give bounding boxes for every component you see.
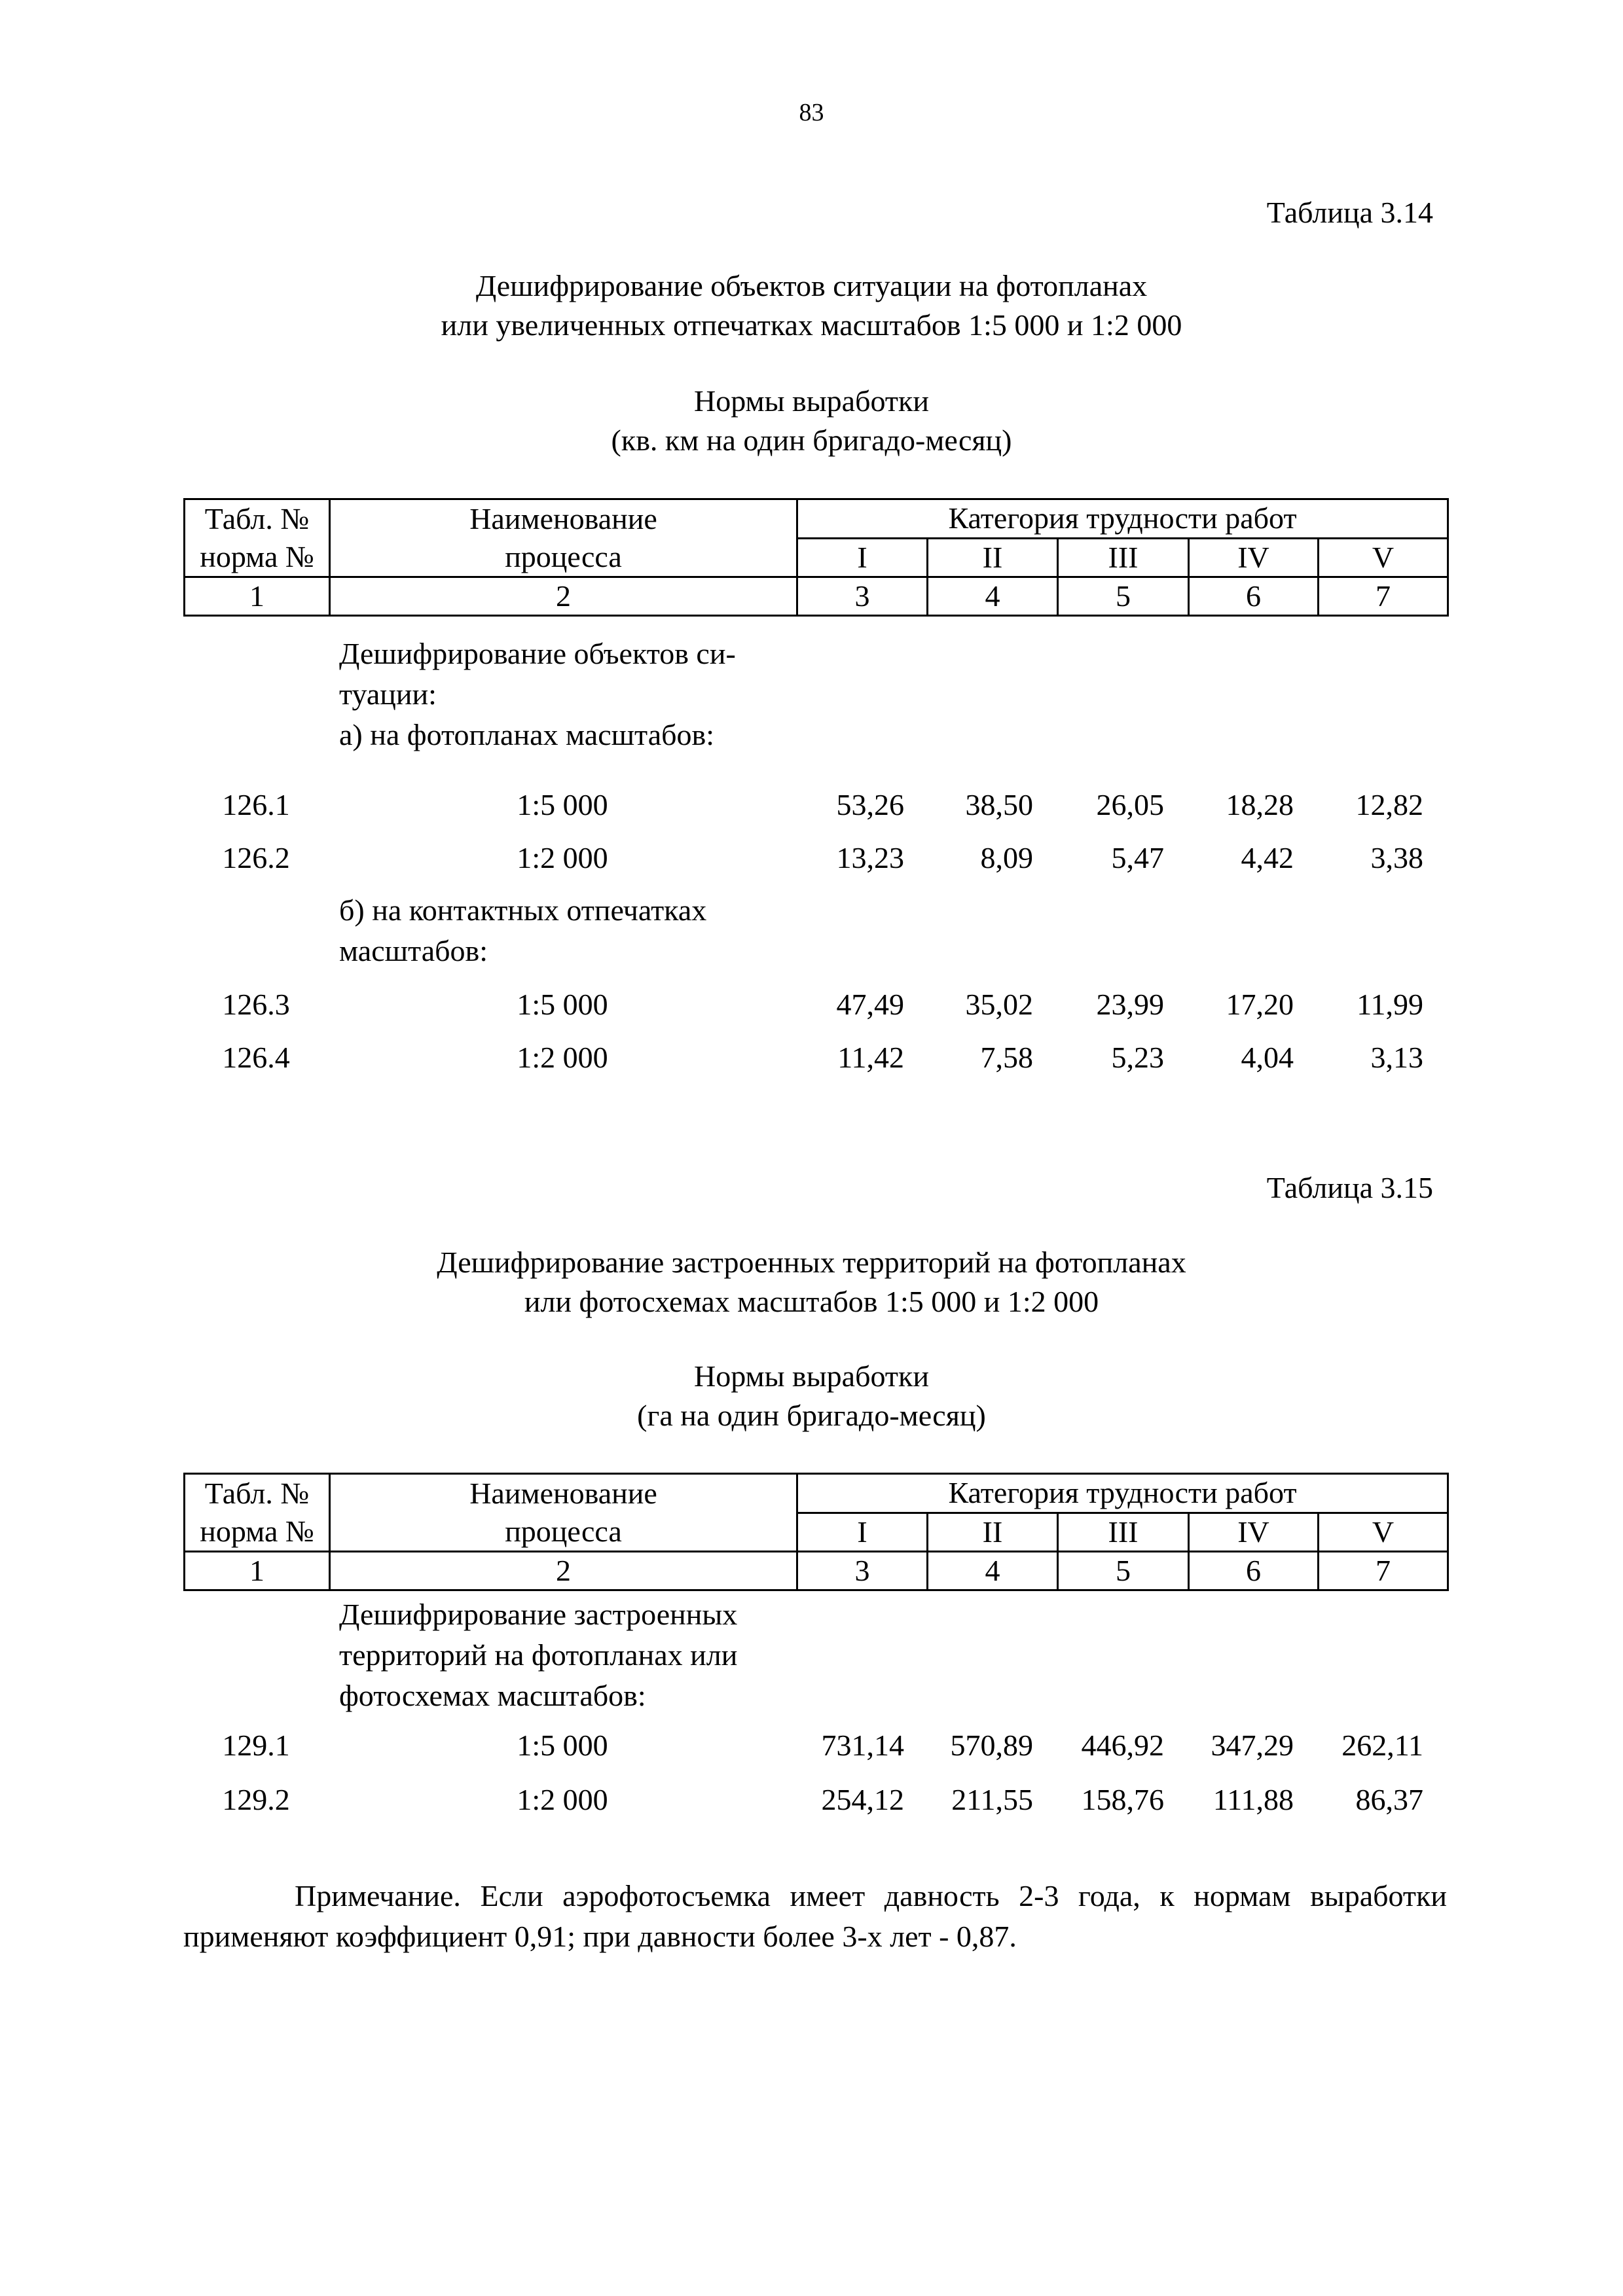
header-cat: IV bbox=[1189, 1513, 1319, 1552]
header-cat: V bbox=[1319, 1513, 1448, 1552]
header-category: Категория трудности работ bbox=[797, 499, 1448, 539]
group-description: Дешифрирование объектов си- туации: а) на фотопланах масштабов: bbox=[339, 637, 736, 751]
header-cat: IV bbox=[1189, 538, 1319, 577]
table-subtitle-line: Нормы выработки bbox=[694, 1359, 929, 1393]
table-title-line: Дешифрирование застроенных территорий на фотопланах bbox=[437, 1246, 1186, 1279]
header-cat: II bbox=[928, 538, 1058, 577]
table-header bbox=[183, 1473, 1449, 1591]
header-colnum: 6 bbox=[1189, 1552, 1319, 1590]
table-title-line: Дешифрирование объектов ситуации на фотопланах bbox=[475, 269, 1148, 302]
header-cat: III bbox=[1058, 1513, 1189, 1552]
table-label: Таблица 3.15 bbox=[1266, 1171, 1433, 1204]
table-label: Таблица 3.14 bbox=[1266, 196, 1433, 229]
header-colnum: 5 bbox=[1058, 577, 1189, 616]
group-description: Дешифрирование застроенных территорий на фотопланах или фотосхемах масштабов: bbox=[339, 1598, 738, 1712]
header-cat: I bbox=[797, 1513, 928, 1552]
table-row: 126.2 1:2 000 13,23 8,09 5,47 4,42 3,38 bbox=[222, 841, 1423, 874]
table-title-line: или увеличенных отпечатках масштабов 1:5 000 и 1:2 000 bbox=[441, 308, 1182, 342]
header-colnum: 7 bbox=[1319, 1552, 1448, 1590]
header-colnum: 3 bbox=[797, 577, 928, 616]
header-cat: I bbox=[797, 538, 928, 577]
table-subtitle-line: (га на один бригадо-месяц) bbox=[637, 1399, 986, 1432]
table-subtitle-line: (кв. км на один бригадо-месяц) bbox=[611, 423, 1012, 457]
header-col-name: Наименование процесса bbox=[330, 499, 797, 577]
header-colnum: 5 bbox=[1058, 1552, 1189, 1590]
header-col-number: Табл. № норма № bbox=[185, 1474, 330, 1552]
header-category: Категория трудности работ bbox=[797, 1474, 1448, 1513]
header-colnum: 6 bbox=[1189, 577, 1319, 616]
header-colnum: 4 bbox=[928, 1552, 1058, 1590]
header-cat: III bbox=[1058, 538, 1189, 577]
table-subtitle-line: Нормы выработки bbox=[694, 384, 929, 418]
header-col-number: Табл. № норма № bbox=[185, 499, 330, 577]
header-colnum: 7 bbox=[1319, 577, 1448, 616]
header-colnum: 2 bbox=[330, 577, 797, 616]
header-colnum: 2 bbox=[330, 1552, 797, 1590]
header-colnum: 3 bbox=[797, 1552, 928, 1590]
table-row: 126.4 1:2 000 11,42 7,58 5,23 4,04 3,13 bbox=[222, 1041, 1423, 1074]
header-cat: V bbox=[1319, 538, 1448, 577]
page-number: 83 bbox=[799, 99, 824, 126]
table-row: 129.1 1:5 000 731,14 570,89 446,92 347,29 262,11 bbox=[222, 1729, 1423, 1762]
table-row: 126.3 1:5 000 47,49 35,02 23,99 17,20 11,99 bbox=[222, 988, 1423, 1021]
header-col-name: Наименование процесса bbox=[330, 1474, 797, 1552]
header-colnum: 1 bbox=[185, 1552, 330, 1590]
table-row: 126.1 1:5 000 53,26 38,50 26,05 18,28 12,82 bbox=[222, 788, 1423, 821]
table-header bbox=[183, 498, 1449, 617]
note-paragraph: Примечание. Если аэрофотосъемка имеет давность 2-3 года, к нормам выработки применяют коэффициент 0,91; при давности более 3-х лет - 0,87. bbox=[183, 1879, 1447, 1953]
header-colnum: 4 bbox=[928, 577, 1058, 616]
header-cat: II bbox=[928, 1513, 1058, 1552]
table-title-line: или фотосхемах масштабов 1:5 000 и 1:2 000 bbox=[524, 1285, 1099, 1318]
header-colnum: 1 bbox=[185, 577, 330, 616]
table-row: 129.2 1:2 000 254,12 211,55 158,76 111,88 86,37 bbox=[222, 1783, 1423, 1816]
group-description: б) на контактных отпечатках масштабов: bbox=[339, 893, 707, 967]
